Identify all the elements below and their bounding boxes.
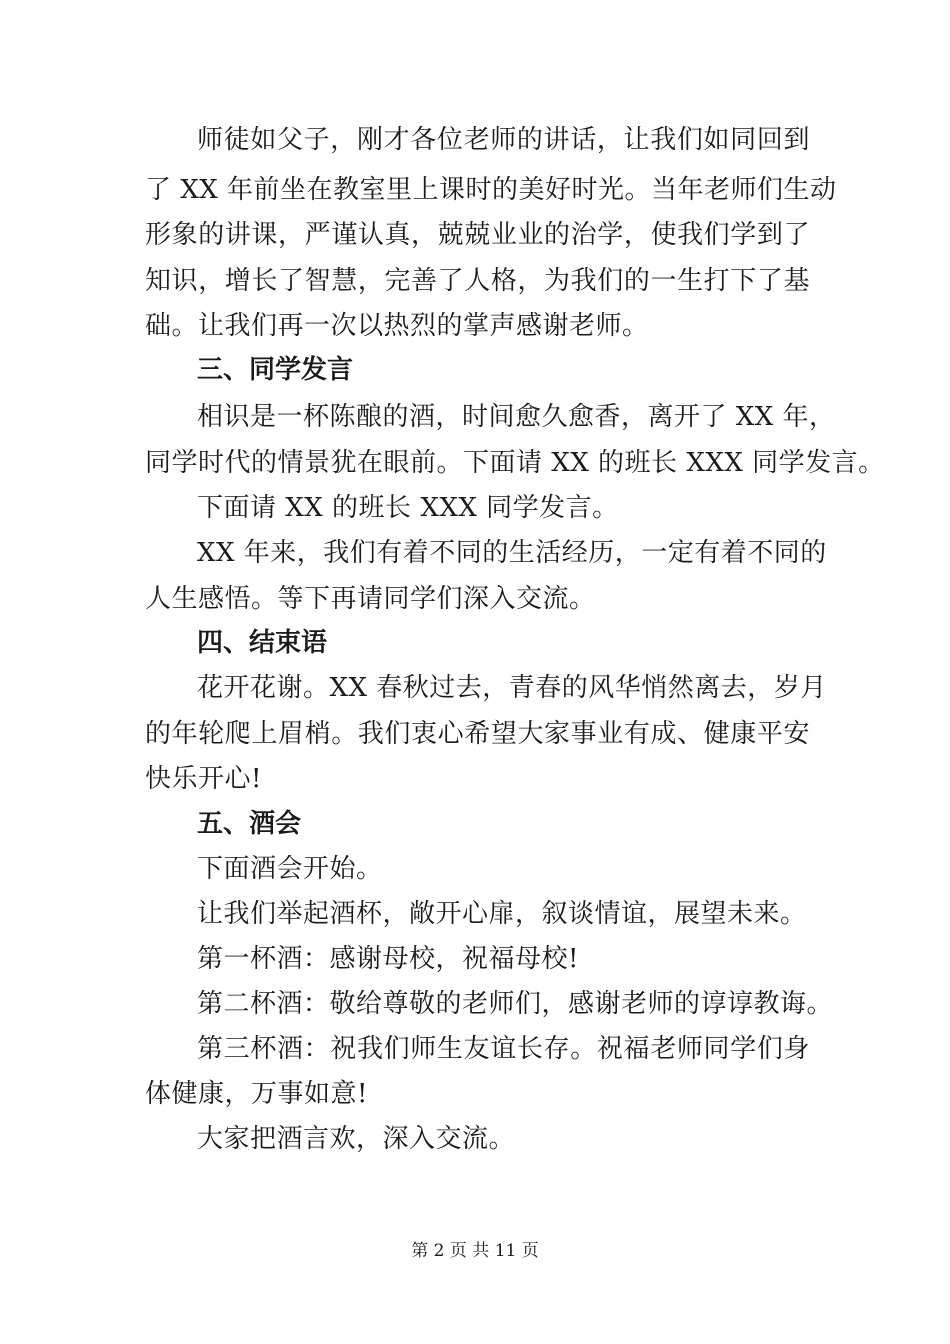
paragraph-line: 的年轮爬上眉梢。我们衷心希望大家事业有成、健康平安	[145, 719, 810, 749]
page-number-footer: 第 2 页 共 11 页	[411, 1241, 539, 1261]
paragraph-line: 础。让我们再一次以热烈的掌声感谢老师。	[145, 311, 649, 341]
paragraph-line: 体健康，万事如意!	[145, 1079, 368, 1109]
paragraph-line: 下面酒会开始。	[197, 854, 383, 884]
paragraph-line: 人生感悟。等下再请同学们深入交流。	[145, 584, 596, 614]
paragraph-line: 形象的讲课，严谨认真，兢兢业业的治学，使我们学到了	[145, 220, 810, 250]
paragraph-line: 知识，增长了智慧，完善了人格，为我们的一生打下了基	[145, 266, 810, 296]
section-heading: 四、结束语	[197, 628, 328, 658]
paragraph-line: 第二杯酒：敬给尊敬的老师们，感谢老师的谆谆教诲。	[197, 989, 834, 1019]
paragraph-line: 花开花谢。XX 春秋过去，青春的风华悄然离去，岁月	[197, 673, 827, 703]
paragraph-line: 快乐开心!	[145, 764, 262, 794]
paragraph-line: 第三杯酒：祝我们师生友谊长存。祝福老师同学们身	[197, 1034, 810, 1064]
paragraph-line: 下面请 XX 的班长 XXX 同学发言。	[197, 493, 619, 523]
paragraph-line: XX 年来，我们有着不同的生活经历，一定有着不同的	[197, 538, 827, 568]
section-heading: 五、酒会	[197, 809, 302, 839]
paragraph-line: 相识是一杯陈酿的酒，时间愈久愈香，离开了 XX 年，	[197, 402, 836, 432]
section-heading: 三、同学发言	[197, 355, 354, 385]
paragraph-line: 同学时代的情景犹在眼前。下面请 XX 的班长 XXX 同学发言。	[145, 448, 885, 478]
paragraph-line: 了 XX 年前坐在教室里上课时的美好时光。当年老师们生动	[145, 175, 837, 205]
paragraph-line: 师徒如父子，刚才各位老师的讲话，让我们如同回到	[197, 125, 810, 155]
paragraph-line: 第一杯酒：感谢母校，祝福母校!	[197, 944, 579, 974]
paragraph-line: 大家把酒言欢，深入交流。	[197, 1124, 516, 1154]
paragraph-line: 让我们举起酒杯，敞开心扉，叙谈情谊，展望未来。	[197, 899, 807, 929]
